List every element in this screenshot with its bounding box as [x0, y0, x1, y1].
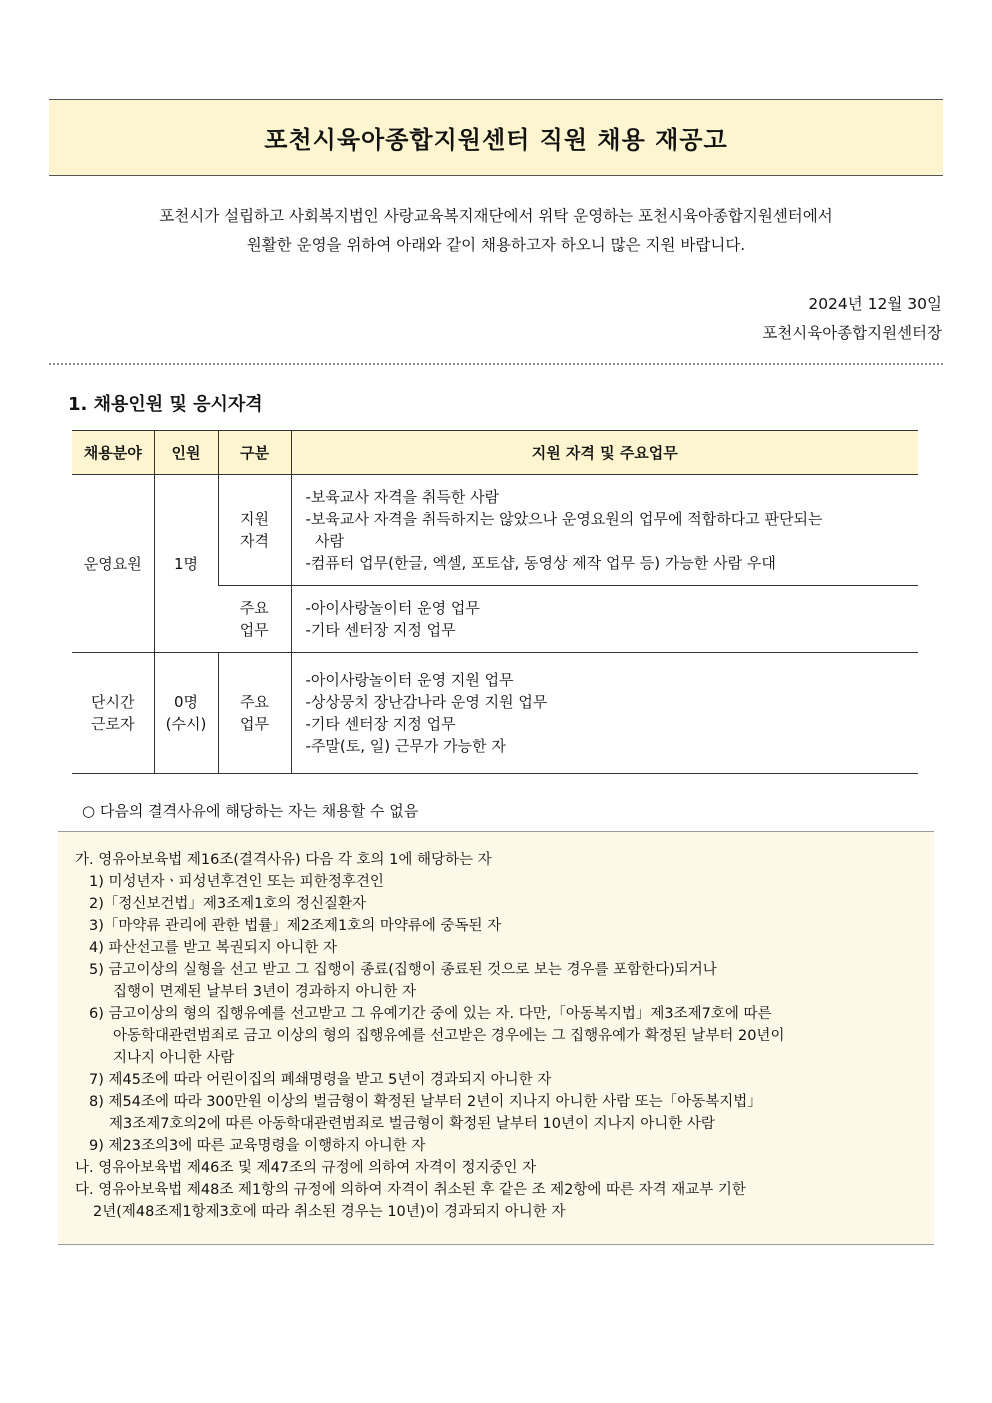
intro-line-1: 포천시가 설립하고 사회복지법인 사랑교육복지재단에서 위탁 운영하는 포천시육아종합지원센터에서 — [159, 207, 833, 225]
list-item: 2년(제48조제1항제3호에 따라 취소된 경우는 10년)이 경과되지 아니한 자 — [93, 1204, 566, 1220]
dotted-divider — [49, 363, 943, 365]
table-row — [72, 653, 918, 774]
list-item: 나. 영유아보육법 제46조 및 제47조의 규정에 의하여 자격이 정지중인 자 — [75, 1160, 537, 1176]
intro-line-2: 원활한 운영을 위하여 아래와 같이 채용하고자 하오니 많은 지원 바랍니다. — [246, 236, 746, 254]
duties-list: -아이사랑놀이터 운영 업무 -기타 센터장 지정 업무 — [291, 586, 918, 653]
list-item: 다. 영유아보육법 제48조 제1항의 규정에 의하여 자격이 취소된 후 같은 조 제2항에 따른 자격 재교부 기한 — [75, 1182, 746, 1198]
field-cell: 단시간 근로자 — [72, 653, 154, 774]
list-item: 지나지 아니한 사람 — [113, 1050, 235, 1066]
list-item: 9) 제23조의3에 따른 교육명령을 이행하지 아니한 자 — [89, 1138, 426, 1154]
list-item: 2)「정신보건법」제3조제1호의 정신질환자 — [89, 896, 367, 912]
duties-list: -아이사랑놀이터 운영 지원 업무 -상상뭉치 장난감나라 운영 지원 업무 -기타 센터장 지정 업무 -주말(토, 일) 근무가 가능한 자 — [291, 653, 918, 774]
disqualification-list — [75, 849, 784, 1223]
qualification-list: -보육교사 자격을 취득한 사람 -보육교사 자격을 취득하지는 않았으나 운영요원의 업무에 적합하다고 판단되는 사람 -컴퓨터 업무(한글, 엑셀, 포토샵, 동영상 제작 업무 등) 가능한 사람 우대 — [291, 475, 918, 586]
announcement-date: 2024년 12월 30일 — [808, 295, 942, 313]
table-header-row — [72, 431, 918, 475]
list-item: 7) 제45조에 따라 어린이집의 폐쇄명령을 받고 5년이 경과되지 아니한 자 — [89, 1072, 552, 1088]
table-row — [72, 475, 918, 586]
signer: 포천시육아종합지원센터장 — [762, 324, 942, 342]
disqualification-note: ○ 다음의 결격사유에 해당하는 자는 채용할 수 없음 — [82, 802, 419, 820]
date-block — [762, 290, 942, 348]
intro-text — [49, 202, 943, 260]
list-item: 가. 영유아보육법 제16조(결격사유) 다음 각 호의 1에 해당하는 자 — [75, 852, 492, 868]
list-item: 4) 파산선고를 받고 복권되지 아니한 자 — [89, 940, 338, 956]
header-field: 채용분야 — [72, 431, 154, 475]
list-item: 5) 금고이상의 실형을 선고 받고 그 집행이 종료(집행이 종료된 것으로 보는 경우를 포함한다)되거나 — [89, 962, 717, 978]
header-count: 인원 — [154, 431, 218, 475]
section-title: 1. 채용인원 및 응시자격 — [68, 394, 263, 415]
title-box — [49, 99, 943, 176]
list-item: 제3조제7호의2에 따른 아동학대관련범죄로 벌금형이 확정된 날부터 10년이 지나지 아니한 사람 — [109, 1116, 715, 1132]
header-qualification: 지원 자격 및 주요업무 — [291, 431, 918, 475]
list-item: 3)「마약류 관리에 관한 법률」제2조제1호의 마약류에 중독된 자 — [89, 918, 502, 934]
recruitment-table — [72, 430, 918, 774]
list-item: 6) 금고이상의 형의 집행유예를 선고받고 그 유예기간 중에 있는 자. 다만,「아동복지법」제3조제7호에 따른 — [89, 1006, 772, 1022]
list-item: 아동학대관련범죄로 금고 이상의 형의 집행유예를 선고받은 경우에는 그 집행유예가 확정된 날부터 20년이 — [113, 1028, 785, 1044]
count-cell: 1명 — [154, 475, 218, 653]
page-title: 포천시육아종합지원센터 직원 채용 재공고 — [264, 126, 728, 154]
header-category: 구분 — [218, 431, 291, 475]
disqualification-box — [58, 831, 934, 1245]
category-cell: 주요 업무 — [218, 653, 291, 774]
field-cell: 운영요원 — [72, 475, 154, 653]
count-cell: 0명 (수시) — [154, 653, 218, 774]
list-item: 8) 제54조에 따라 300만원 이상의 벌금형이 확정된 날부터 2년이 지나지 아니한 사람 또는「아동복지법」 — [89, 1094, 762, 1110]
list-item: 집행이 면제된 날부터 3년이 경과하지 아니한 자 — [113, 984, 417, 1000]
category-cell: 지원 자격 — [218, 475, 291, 586]
category-cell: 주요 업무 — [218, 586, 291, 653]
list-item: 1) 미성년자ㆍ피성년후견인 또는 피한정후견인 — [89, 874, 384, 890]
